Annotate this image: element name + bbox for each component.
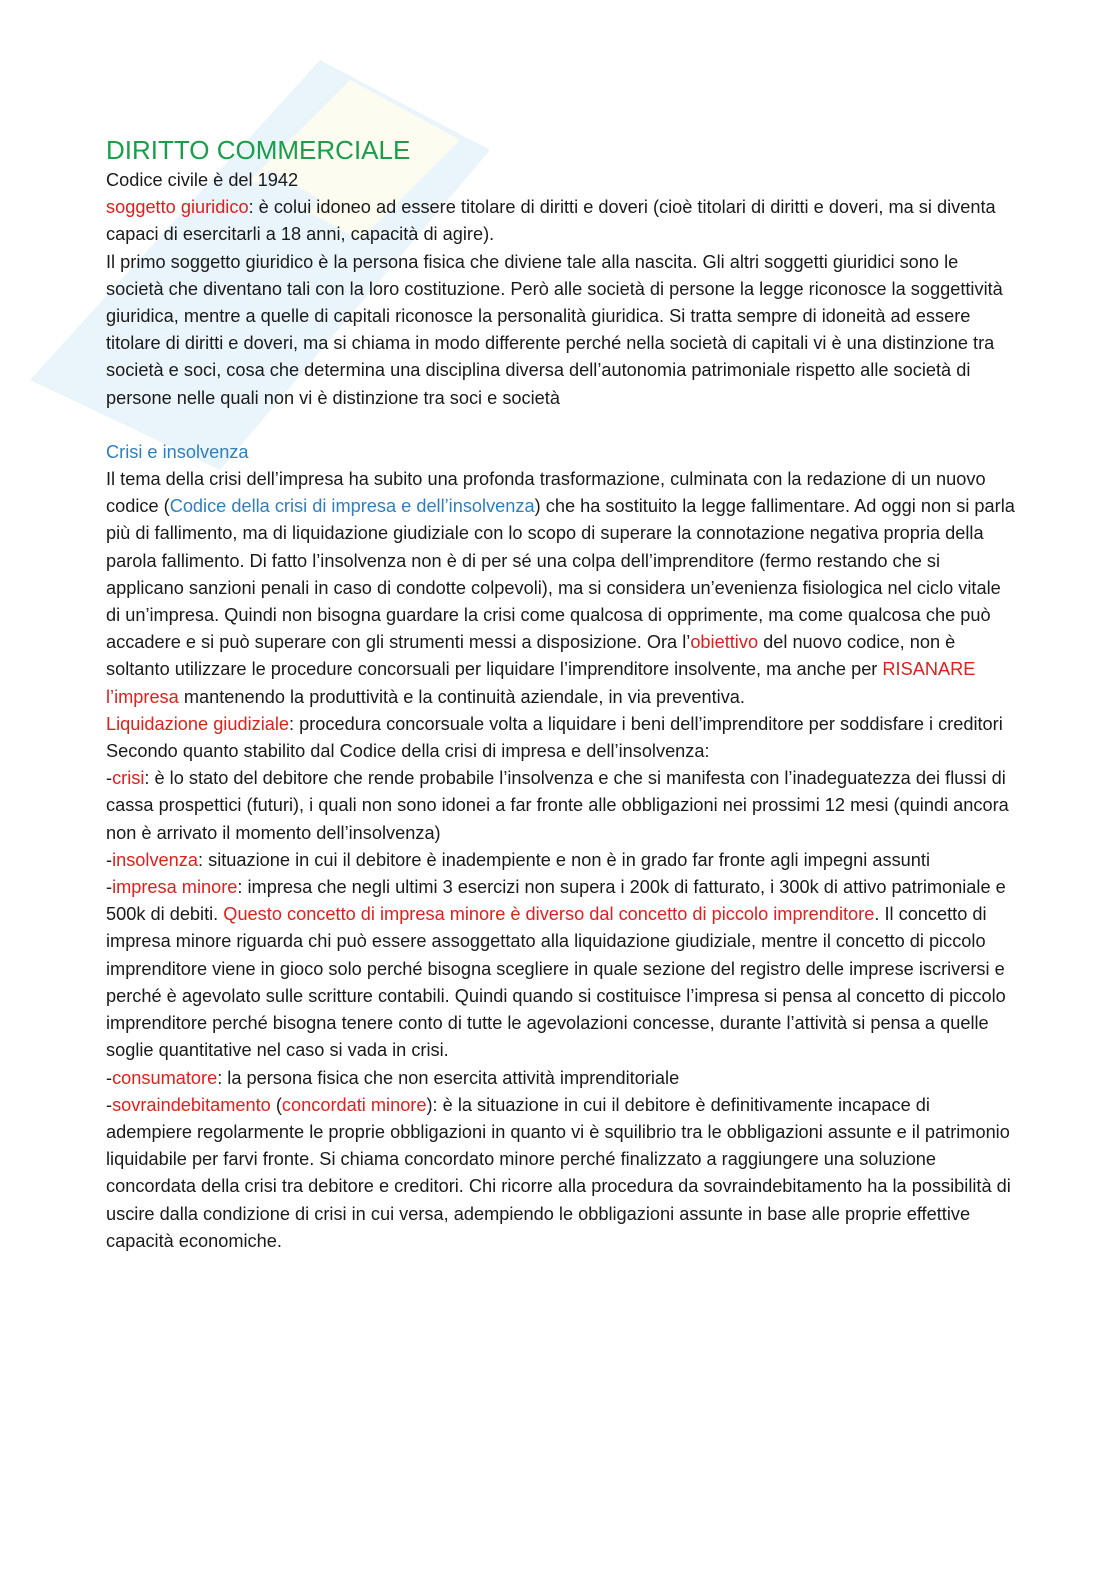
- term-liquidazione-giudiziale: Liquidazione giudiziale: [106, 713, 290, 734]
- definition-impresa-minore: [106, 874, 1016, 1064]
- crisi-definition-text: : è lo stato del debitore che rende probabile l’insolvenza e che si manifesta con l’inadeguatezza dei flussi di cassa prospettici (futuri), i quali non sono idonei a far fronte alle obbligazioni nei prossimi 12 mesi (quindi ancora non è arrivato il momento dell’insolvenza): [106, 768, 1009, 843]
- term-sovraindebitamento: sovraindebitamento: [112, 1094, 271, 1115]
- list-dash: -: [106, 877, 113, 898]
- definition-crisi: [106, 765, 1016, 847]
- term-risanare: RISANARE l’impresa: [106, 659, 976, 707]
- term-obiettivo: obiettivo: [690, 632, 759, 653]
- sovraindebitamento-definition-text: ): è la situazione in cui il debitore è definitivamente incapace di adempiere regolarmente le proprie obbligazioni in quanto vi è squilibrio tra le obbligazioni assunte e il patrimonio liquidabile per farvi fronte. Si chiama concordato minore perché finalizzato a raggiungere una soluzione concordata della crisi tra debitore e creditori. Chi ricorre alla procedura da sovraindebitamento ha la possibilità di uscire dalla condizione di crisi in cui versa, adempiendo le obbligazioni assunte in base alle proprie effettive capacità economiche.: [106, 1094, 1011, 1251]
- term-insolvenza: insolvenza: [112, 849, 199, 870]
- crisi-text-2: ) che ha sostituito la legge fallimentare. Ad oggi non si parla più di fallimento, ma di liquidazione giudiziale con lo scopo di superare la connotazione negativa propria della parola fallimento. Di fatto l’insolvenza non è di per sé una colpa dell’imprenditore (fermo restando che si applicano sanzioni penali in caso di condotte colpevoli), ma si considera un’evenienza fisiologica nel ciclo vitale di un’impresa. Quindi non bisogna guardare la crisi come qualcosa di opprimente, ma come qualcosa che può accadere e si può superare con gli strumenti messi a disposizione. Ora l’: [106, 496, 1015, 653]
- term-impresa-minore: impresa minore: [112, 877, 238, 898]
- consumatore-definition-text: : la persona fisica che non esercita attività imprenditoriale: [217, 1067, 680, 1088]
- list-dash: -: [106, 849, 113, 870]
- impresa-minore-text-1: : impresa che negli ultimi 3 esercizi non supera i 200k di fatturato, i 300k di attivo patrimoniale e 500k di debiti.: [106, 877, 1006, 925]
- insolvenza-definition-text: : situazione in cui il debitore è inadempiente e non è in grado far fronte agli impegni assunti: [198, 849, 931, 870]
- intro-line: Codice civile è del 1942: [106, 170, 299, 190]
- definition-consumatore: [106, 1065, 1016, 1092]
- document-title: DIRITTO COMMERCIALE: [106, 135, 411, 165]
- codice-crisi-reference: Codice della crisi di impresa e dell’insolvenza: [169, 496, 535, 517]
- secondo-line: Secondo quanto stabilito dal Codice della crisi di impresa e dell’insolvenza:: [106, 741, 710, 762]
- paragraph-spacer: [106, 412, 1016, 439]
- definition-sovraindebitamento: [106, 1092, 1016, 1255]
- term-crisi: crisi: [112, 768, 145, 789]
- liquidazione-text: : procedura concorsuale volta a liquidare i beni dell’imprenditore per soddisfare i creditori: [289, 713, 1003, 734]
- crisi-paragraph: [106, 466, 1016, 711]
- list-dash: -: [106, 768, 113, 789]
- persona-paragraph: Il primo soggetto giuridico è la persona fisica che diviene tale alla nascita. Gli altri soggetti giuridici sono le società che diventano tali con la loro costituzione. Però alle società di persone la legge riconosce la soggettività giuridica, mentre a quelle di capitali riconosce la personalità giuridica. Si tratta sempre di idoneità ad essere titolare di diritti e doveri, ma si chiama in modo differente perché nella società di capitali vi è una distinzione tra società e soci, cosa che determina una disciplina diversa dell’autonomia patrimoniale rispetto alle società di persone nelle quali non vi è distinzione tra soci e società: [106, 251, 1003, 408]
- crisi-text-1: Il tema della crisi dell’impresa ha subito una profonda trasformazione, culminata con la redazione di un nuovo codice (: [106, 469, 986, 517]
- crisi-text-3: del nuovo codice, non è soltanto utilizzare le procedure concorsuali per liquidare l’imprenditore insolvente, ma anche per: [106, 632, 956, 680]
- liquidazione-paragraph: [106, 711, 1016, 738]
- crisi-text-4: mantenendo la produttività e la continuità aziendale, in via preventiva.: [178, 686, 745, 707]
- soggetto-text: : è colui idoneo ad essere titolare di diritti e doveri (cioè titolari di diritti e doveri, ma si diventa capaci di esercitarli a 18 anni, capacità di agire).: [106, 197, 996, 245]
- impresa-minore-text-2: . Il concetto di impresa minore riguarda chi può essere assoggettato alla liquidazione giudiziale, mentre il concetto di piccolo imprenditore viene in gioco solo perché bisogna scegliere in quale sezione del registro delle imprese iscriversi e perché è agevolato sulle scritture contabili. Quindi quando si costituisce l’impresa si pensa al concetto di piccolo imprenditore perché bisogna tenere conto di tutte le agevolazioni concesse, durante l’attività si pensa a quelle soglie quantitative nel caso si vada in crisi.: [106, 904, 1006, 1061]
- soggetto-paragraph: [106, 194, 1016, 248]
- impresa-minore-highlight: Questo concetto di impresa minore è diverso dal concetto di piccolo imprenditore: [223, 904, 875, 925]
- document-page: [106, 133, 1016, 1255]
- definition-insolvenza: [106, 847, 1016, 874]
- term-soggetto-giuridico: soggetto giuridico: [106, 197, 249, 218]
- term-consumatore: consumatore: [112, 1067, 218, 1088]
- open-paren: (: [270, 1094, 282, 1115]
- list-dash: -: [106, 1094, 113, 1115]
- term-concordati-minore: concordati minore: [281, 1094, 427, 1115]
- list-dash: -: [106, 1067, 113, 1088]
- section-heading-crisi: Crisi e insolvenza: [106, 441, 249, 462]
